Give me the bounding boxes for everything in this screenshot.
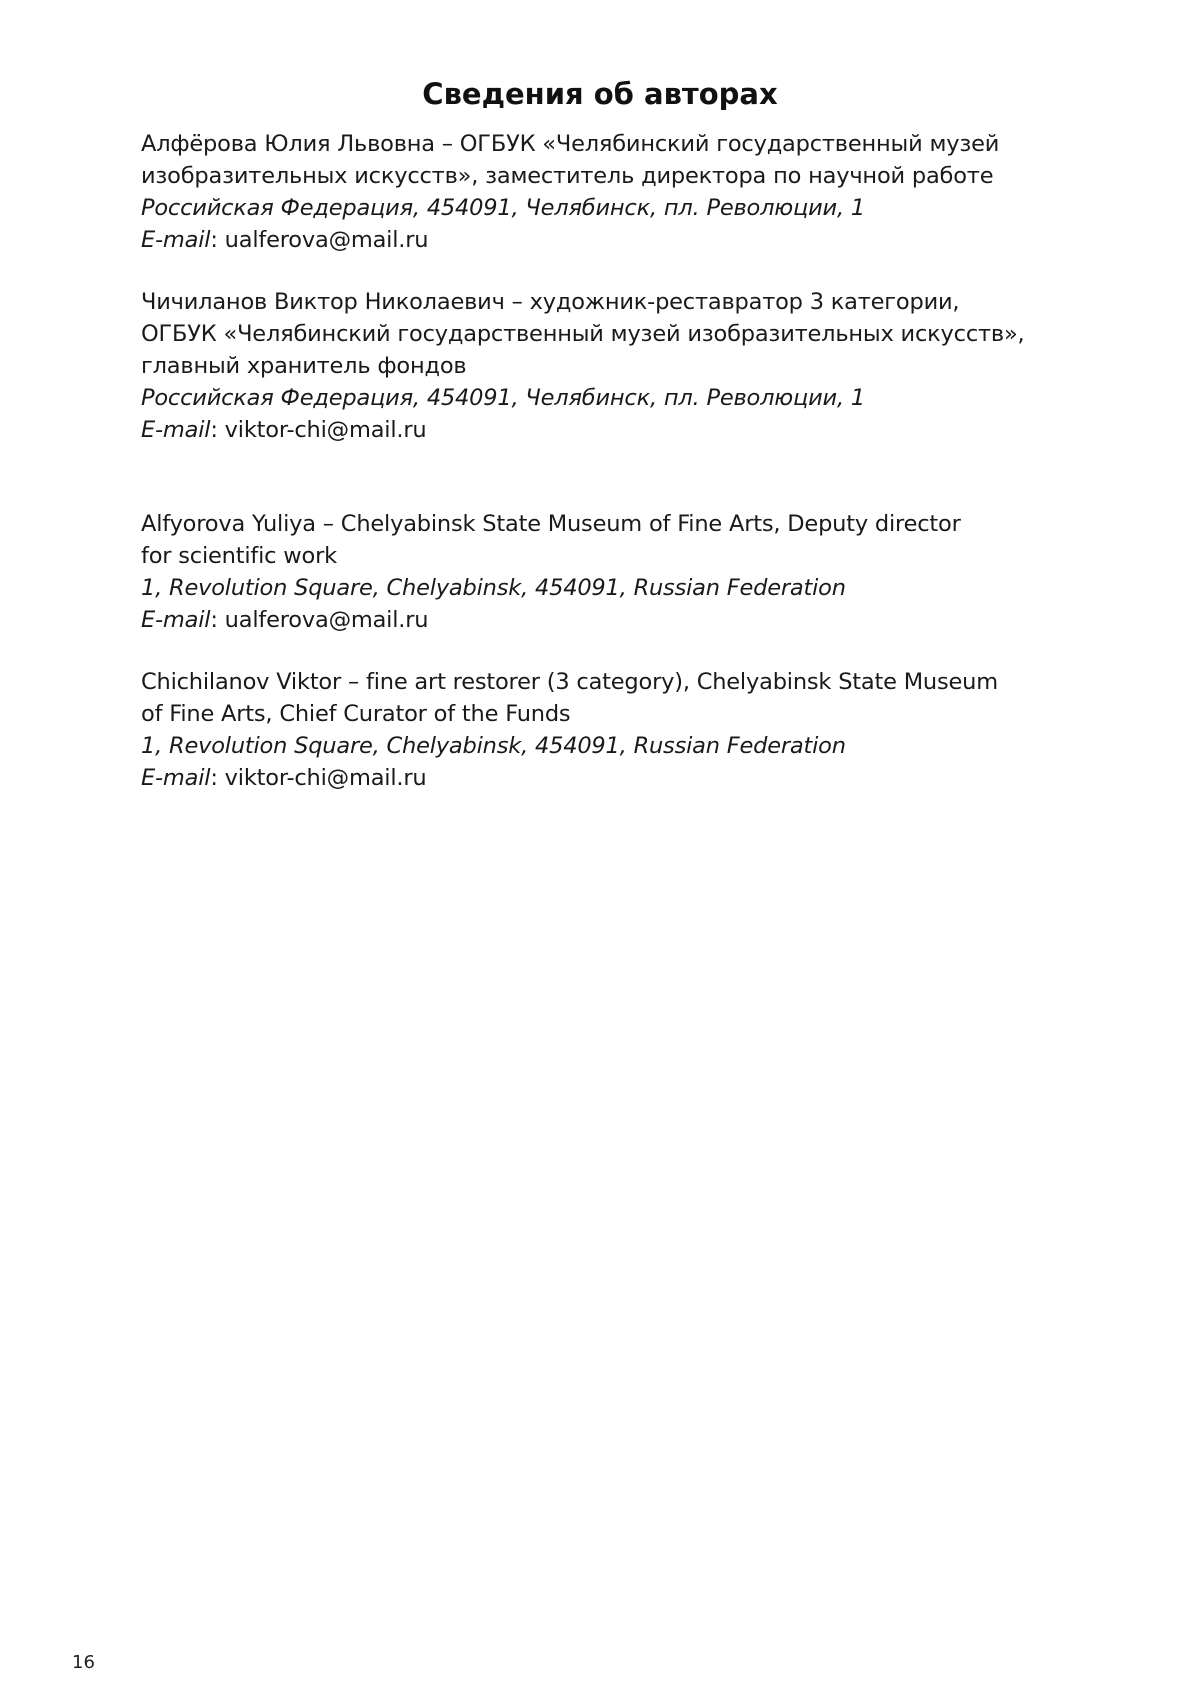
page-number: 16 — [72, 1652, 95, 1673]
email-address[interactable]: : viktor-chi@mail.ru — [210, 765, 427, 791]
author-en-alfyorova-line-2: for scientific work — [141, 543, 337, 569]
author-en-chichilanov-line-1: Chichilanov Viktor – fine art restorer (3 category), Chelyabinsk State Museum — [141, 669, 998, 695]
author-en-alfyorova-email-row — [141, 604, 1101, 636]
email-label: E-mail — [141, 765, 211, 791]
authors-content — [141, 128, 1101, 794]
email-label: E-mail — [141, 607, 211, 633]
author-ru-chichilanov — [141, 286, 1101, 446]
author-en-chichilanov-address: 1, Revolution Square, Chelyabinsk, 454091, Russian Federation — [141, 733, 846, 759]
author-ru-chichilanov-line-1: Чичиланов Виктор Николаевич – художник-реставратор 3 категории, — [141, 289, 960, 315]
spacer — [141, 446, 1101, 508]
spacer — [141, 636, 1101, 666]
email-label: E-mail — [141, 227, 211, 253]
spacer — [141, 256, 1101, 286]
email-address[interactable]: : viktor-chi@mail.ru — [210, 417, 427, 443]
author-ru-chichilanov-line-2: ОГБУК «Челябинский государственный музей изобразительных искусств», — [141, 321, 1025, 347]
email-address[interactable]: : ualferova@mail.ru — [210, 227, 429, 253]
author-ru-alferova-line-2: изобразительных искусств», заместитель директора по научной работе — [141, 163, 994, 189]
author-ru-alferova-line-1: Алфёрова Юлия Львовна – ОГБУК «Челябинский государственный музей — [141, 131, 1000, 157]
author-en-chichilanov-email-row — [141, 762, 1101, 794]
author-en-chichilanov-line-2: of Fine Arts, Chief Curator of the Funds — [141, 701, 571, 727]
email-label: E-mail — [141, 417, 211, 443]
author-en-chichilanov — [141, 666, 1101, 794]
author-ru-chichilanov-email-row — [141, 414, 1101, 446]
page-title: Сведения об авторах — [422, 77, 778, 111]
author-en-alfyorova-address: 1, Revolution Square, Chelyabinsk, 454091, Russian Federation — [141, 575, 846, 601]
author-en-alfyorova-line-1: Alfyorova Yuliya – Chelyabinsk State Museum of Fine Arts, Deputy director — [141, 511, 961, 537]
author-ru-alferova — [141, 128, 1101, 256]
author-en-alfyorova — [141, 508, 1101, 636]
email-address[interactable]: : ualferova@mail.ru — [210, 607, 429, 633]
author-ru-chichilanov-address: Российская Федерация, 454091, Челябинск, пл. Революции, 1 — [141, 385, 866, 411]
author-ru-alferova-email-row — [141, 224, 1101, 256]
author-ru-alferova-address: Российская Федерация, 454091, Челябинск, пл. Революции, 1 — [141, 195, 866, 221]
author-ru-chichilanov-line-3: главный хранитель фондов — [141, 353, 467, 379]
